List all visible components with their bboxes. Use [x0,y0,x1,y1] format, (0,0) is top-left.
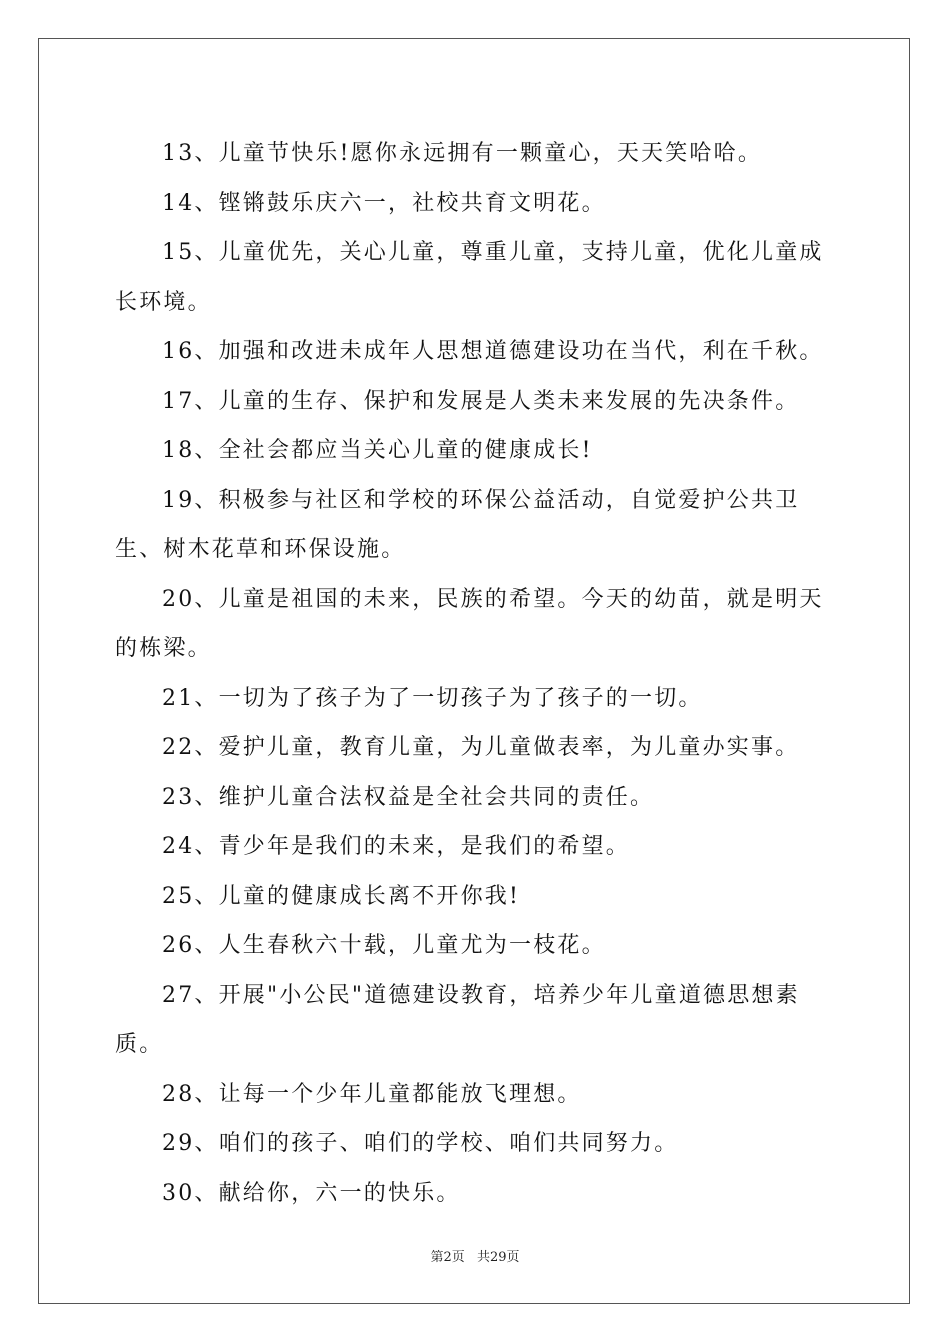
paragraph: 29、咱们的孩子、咱们的学校、咱们共同努力。 [162,1131,679,1156]
page-total: 共29页 [476,1250,520,1265]
paragraph: 19、积极参与社区和学校的环保公益活动，自觉爱护公共卫生、树木花草和环保设施。 [115,487,800,562]
paragraph: 28、让每一个少年儿童都能放飞理想。 [162,1081,582,1107]
paragraph: 15、儿童优先，关心儿童，尊重儿童，支持儿童，优化儿童成长环境。 [115,240,824,315]
paragraph: 14、铿锵鼓乐庆六一，社校共育文明花。 [162,190,606,216]
page-footer [0,1246,950,1265]
paragraph: 23、维护儿童合法权益是全社会共同的责任。 [162,784,655,810]
paragraph: 30、献给你，六一的快乐。 [162,1180,461,1206]
paragraph: 18、全社会都应当关心儿童的健康成长! [162,438,593,463]
paragraph: 22、爱护儿童，教育儿童，为儿童做表率，为儿童办实事。 [162,735,800,760]
paragraph: 13、儿童节快乐!愿你永远拥有一颗童心，天天笑哈哈。 [162,141,763,166]
paragraph: 21、一切为了孩子为了一切孩子为了孩子的一切。 [162,685,703,711]
paragraph: 24、青少年是我们的未来，是我们的希望。 [162,834,630,859]
paragraph: 17、儿童的生存、保护和发展是人类未来发展的先决条件。 [162,388,800,414]
paragraph: 26、人生春秋六十载，儿童尤为一枝花。 [162,933,606,958]
document-body [115,129,835,1218]
paragraph: 16、加强和改进未成年人思想道德建设功在当代，利在千秋。 [162,339,824,364]
paragraph: 20、儿童是祖国的未来，民族的希望。今天的幼苗，就是明天的栋梁。 [115,586,824,661]
paragraph: 27、开展"小公民"道德建设教育，培养少年儿童道德思想素质。 [115,982,800,1057]
page-number: 第2页 [430,1250,465,1265]
paragraph: 25、儿童的健康成长离不开你我! [162,883,521,909]
